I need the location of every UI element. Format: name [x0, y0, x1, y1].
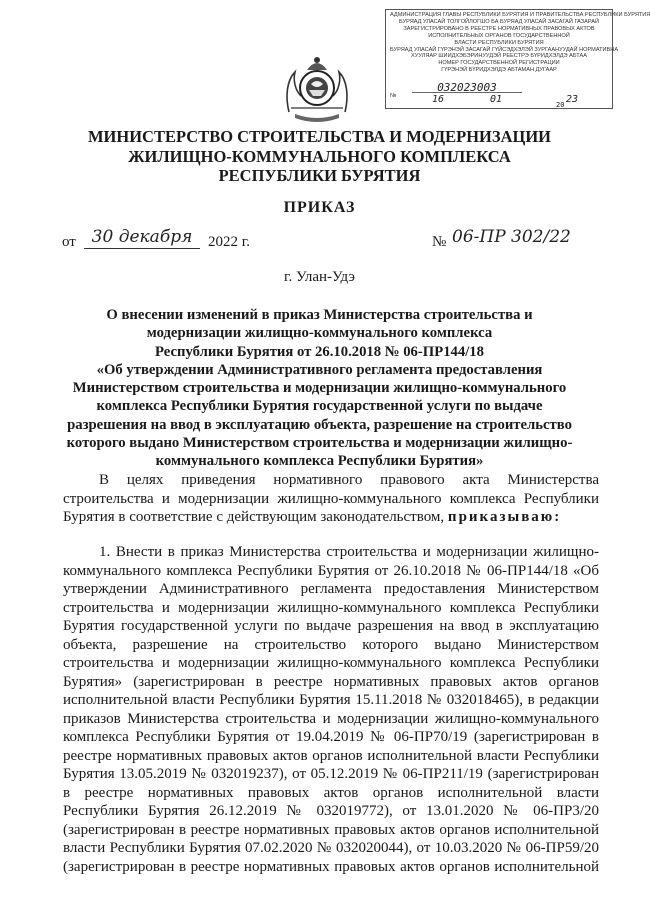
clause-line: власти Республики Бурятия 07.02.2020 № 032020044), от 10.03.2020 № 06-ПР59/20 — [63, 840, 599, 856]
stamp-date-month: 01 — [490, 94, 503, 105]
clause-line: Бурятия» (зарегистрирован в реестре нормативных правовых актов органов — [63, 673, 599, 690]
stamp-line: ВЛАСТИ РЕСПУБЛИКИ БУРЯТИЯ — [454, 39, 544, 46]
subject-line: «Об утверждении Административного регламента предоставления — [96, 361, 543, 378]
number-sign: № — [432, 234, 447, 250]
number-handwritten: 06-ПР 302/22 — [452, 227, 571, 247]
subject-line: коммунального комплекса Республики Бурятия» — [155, 453, 484, 470]
stamp-line: АДМИНИСТРАЦИЯ ГЛАВЫ РЕСПУБЛИКИ БУРЯТИЯ И ПРАВИТЕЛЬСТВА РЕСПУБЛИКИ БУРЯТИЯ — [390, 12, 650, 18]
intro-line-text: Бурятия в соответствие с действующим законодательством, — [63, 509, 445, 525]
date-prefix: от — [62, 234, 76, 250]
ministry-heading — [0, 127, 639, 186]
subject-line: Республики Бурятия от 26.10.2018 № 06-ПР144/18 — [155, 343, 484, 360]
clause-line: исполнительной власти Республики Бурятия 15.11.2018 № 032018465), в редакции — [63, 692, 599, 708]
clause-line: Бурятия государственной услуги по выдаче разрешения на ввод в эксплуатацию — [63, 618, 599, 634]
order-title: ПРИКАЗ — [283, 199, 356, 216]
stamp-date-year-prefix: 20 — [556, 101, 565, 109]
clause-line: (зарегистрирован в реестре нормативных правовых актов органов исполнительной — [63, 821, 599, 838]
subject-line: комплекса Республики Бурятия государственной услуги по выдаче — [96, 398, 543, 415]
intro-line: В целях приведения нормативного правового акта Министерства — [99, 472, 599, 488]
date-handwritten: 30 декабря — [84, 226, 200, 249]
intro-line — [63, 508, 599, 527]
stamp-date-day: 16 — [432, 94, 445, 105]
order-subject — [10, 306, 629, 471]
clause-line: реестре нормативных правовых актов органов исполнительной власти Республики — [63, 747, 599, 764]
clause-1 — [63, 543, 599, 876]
subject-line: О внесении изменений в приказ Министерства строительства и — [106, 307, 533, 323]
stamp-line: НОМЕР ГОСУДАРСТВЕННОЙ РЕГИСТРАЦИИ — [438, 60, 560, 67]
ministry-line: РЕСПУБЛИКИ БУРЯТИЯ — [218, 166, 421, 185]
subject-line: модернизации жилищно-коммунального комплекса — [146, 325, 493, 342]
ministry-line: МИНИСТЕРСТВО СТРОИТЕЛЬСТВА И МОДЕРНИЗАЦИИ — [87, 127, 552, 146]
clause-line: 1. Внести в приказ Министерства строительства и модернизации жилищно- — [99, 544, 599, 560]
intro-paragraph — [63, 471, 599, 527]
stamp-line: ЗАРЕГИСТРИРОВАНО В РЕЕСТРЕ НОРМАТИВНЫХ ПРАВОВЫХ АКТОВ — [403, 25, 595, 32]
clause-line: Республики Бурятия 26.12.2019 № 032019772), от 13.01.2020 № 06-ПР3/20 — [63, 803, 599, 819]
clause-line: утверждении Административного регламента предоставления Министерством — [63, 581, 599, 597]
intro-line: строительства и модернизации жилищно-коммунального комплекса Республики — [63, 490, 599, 507]
order-verb: приказываю: — [447, 509, 562, 525]
subject-line: разрешения на ввод в эксплуатацию объекта, разрешение на строительство — [67, 416, 572, 433]
clause-line: Бурятия 13.05.2019 № 032019237), от 05.12.2019 № 06-ПР211/19 (зарегистрирован — [63, 766, 599, 782]
stamp-registration-number: 032023003 — [412, 85, 522, 93]
clause-line: объекта, разрешение на строительство которого выдано Министерством — [63, 636, 599, 653]
city: г. Улан-Удэ — [283, 269, 355, 285]
date-year: 2022 г. — [208, 234, 250, 250]
stamp-line: ХУУЛЯАР ШИИДХЭБЭРИНУУДЭЙ РЕЕСТРЭ БҮРИДХЭЛДЭ АБТАА — [411, 53, 587, 60]
clause-line: комплекса Республики Бурятия от 19.04.2019 № 06-ПР70/19 (зарегистрирован в — [63, 729, 599, 745]
stamp-date-year: 23 — [566, 94, 579, 105]
clause-line: в реестре нормативных правовых актов органов исполнительной власти — [63, 784, 599, 801]
registration-stamp — [385, 9, 650, 109]
stamp-line: ГҮРЭНЭЙ БҮРИДХЭЛДЭ АБТАМАН ДУГААР — [441, 67, 557, 74]
coat-of-arms-icon — [281, 50, 353, 124]
ministry-line: ЖИЛИЩНО-КОММУНАЛЬНОГО КОМПЛЕКСА — [128, 146, 511, 166]
clause-line: приказов Министерства строительства и модернизации жилищно-коммунального — [63, 710, 599, 727]
subject-line: которого выдано Министерством строительства и модернизации жилищно- — [66, 435, 573, 452]
stamp-number-prefix: № — [390, 93, 397, 99]
stamp-line: БУРЯАД УЛАСАЙ ТОЛГОЙЛОГШО БА БУРЯАД УЛАСАЙ ЗАСАГАЙ ГАЗАРАЙ — [398, 18, 599, 25]
clause-line: (зарегистрирован в реестре нормативных правовых актов органов исполнительной — [63, 858, 599, 875]
clause-line: строительства и модернизации жилищно-коммунального комплекса Республики — [63, 655, 599, 671]
clause-line: коммунального комплекса Республики Бурятия от 26.10.2018 № 06-ПР144/18 «Об — [63, 562, 599, 579]
clause-line: строительства и модернизации жилищно-коммунального комплекса Республики — [63, 599, 599, 616]
stamp-line: ИСПОЛНИТЕЛЬНЫХ ОРГАНОВ ГОСУДАРСТВЕННОЙ — [428, 32, 570, 39]
stamp-line: БУРЯАД УЛАСАЙ ГҮРЭНЭЙ ЗАСАГАЙ ГҮЙСЭДХЭЛЭЙ ЗУРГААНУУДАЙ НОРМАТИВНА — [390, 46, 619, 53]
subject-line: Министерством строительства и модернизации жилищно-коммунального — [72, 380, 567, 397]
